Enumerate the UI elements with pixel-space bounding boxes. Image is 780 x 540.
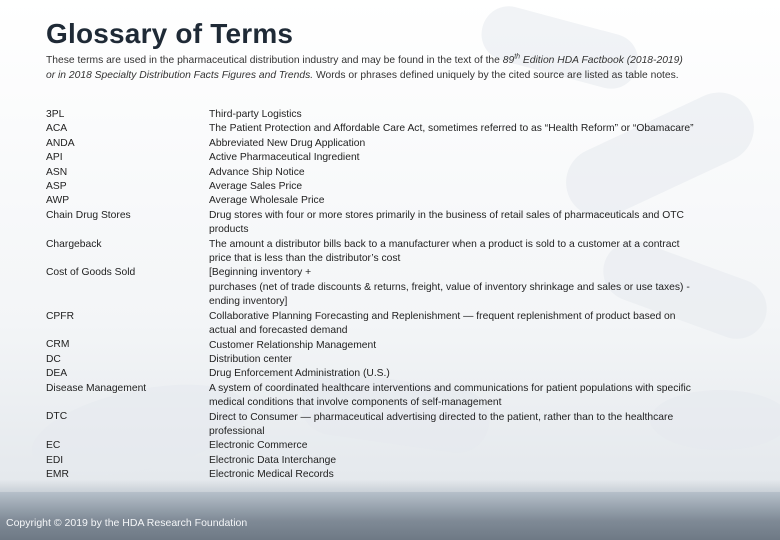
definition-line: Electronic Medical Records [209,469,334,481]
term: ANDA [46,137,75,149]
term: EDI [46,454,64,466]
definition-line: Direct to Consumer — pharmaceutical advertising directed to the patient, rather than to the healthcare [209,411,674,423]
definition-line: The Patient Protection and Affordable Care Act, sometimes referred to as “Health Reform” or “Obamacare” [209,123,694,135]
term: Chain Drug Stores [46,209,131,221]
copyright-notice: Copyright © 2019 by the HDA Research Foundation [6,517,248,529]
page-title: Glossary of Terms [46,18,294,49]
definitions-column [209,108,744,483]
definition-line: Drug stores with four or more stores primarily in the business of retail sales of pharmaceuticals and OTC [209,209,684,221]
intro-text-part3: Words or phrases defined uniquely by the cited source are listed as table notes. [313,69,679,81]
term: DTC [46,411,68,423]
term: CRM [46,339,70,351]
definition-line: A system of coordinated healthcare interventions and communications for patient populations with specific [209,382,691,394]
term: ASN [46,166,68,178]
intro-text-part2: or in 2018 Specialty Distribution Facts Figures and Trends. [46,69,314,81]
term: ASP [46,181,67,193]
edition-title: Edition HDA Factbook (2018-2019) [520,55,683,66]
intro-paragraph [46,54,746,83]
term: CPFR [46,310,75,322]
term: AWP [46,195,70,207]
term: DEA [46,368,68,380]
definition-line: Third-party Logistics [209,109,302,120]
definition-line: actual and forecasted demand [209,325,348,337]
edition-suffix: th [514,53,521,61]
definition-line: ending inventory] [209,296,288,308]
definition-line: purchases (net of trade discounts & returns, freight, value of inventory shrinkage and sales or use taxes) - [209,281,690,293]
definition-line: [Beginning inventory + [209,267,312,279]
term: EMR [46,469,69,481]
term: EC [46,440,61,452]
definition-line: Average Wholesale Price [209,195,325,207]
definition-line: Customer Relationship Management [209,339,377,351]
definition-line: Active Pharmaceutical Ingredient [209,152,360,164]
edition-reference [503,55,683,66]
intro-text-part1: These terms are used in the pharmaceutical distribution industry and may be found in the text of the [46,55,503,66]
term: 3PL [46,109,65,120]
definition-line: Electronic Commerce [209,440,308,452]
definition-line: Average Sales Price [209,181,303,193]
definition-line: Collaborative Planning Forecasting and Replenishment — frequent replenishment of product based on [209,310,676,322]
definition-line: Advance Ship Notice [209,166,305,178]
term: ACA [46,123,68,135]
definition-line: products [209,224,249,236]
definition-line: Electronic Data Interchange [209,454,337,466]
definition-line: price that is less than the distributor’s cost [209,253,401,265]
term: DC [46,353,61,365]
terms-column [46,108,206,482]
term: Cost of Goods Sold [46,267,136,279]
term: Disease Management [46,382,147,394]
definition-line: Distribution center [209,353,292,365]
term: API [46,152,63,164]
edition-number: 89 [502,55,515,66]
term: Chargeback [46,238,102,250]
definition-line: Drug Enforcement Administration (U.S.) [209,368,390,380]
definition-line: professional [209,425,265,437]
definition-line: The amount a distributor bills back to a manufacturer when a product is sold to a customer at a contract [209,238,680,250]
definition-line: Abbreviated New Drug Application [209,137,366,149]
footer-band [0,492,780,540]
definition-line: medical conditions that involve components of self-management [209,397,502,409]
